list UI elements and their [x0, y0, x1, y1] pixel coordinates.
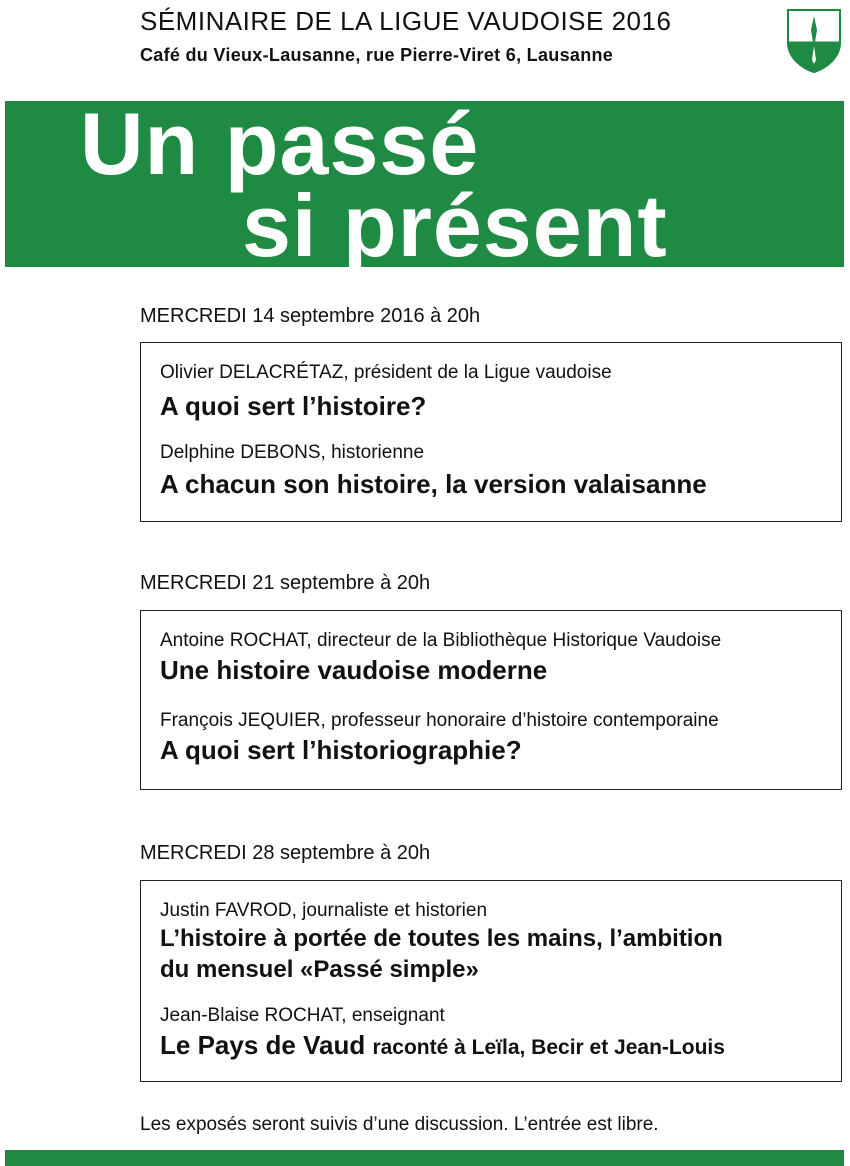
speaker: Delphine DEBONS, historienne: [160, 442, 425, 463]
venue-address: Café du Vieux-Lausanne, rue Pierre-Viret 6, Lausanne: [140, 45, 614, 65]
talk-title-line-2: du mensuel «Passé simple»: [160, 956, 479, 983]
talk-title-main: Le Pays de Vaud: [160, 1030, 366, 1060]
speaker: Olivier DELACRÉTAZ, président de la Ligue vaudoise: [160, 362, 612, 383]
speaker: François JEQUIER, professeur honoraire d’histoire contemporaine: [160, 710, 719, 731]
footer-note: Les exposés seront suivis d’une discussion. L’entrée est libre.: [140, 1114, 659, 1135]
vaud-coat-of-arms-icon: [786, 8, 842, 74]
session-date: MERCREDI 14 septembre 2016 à 20h: [140, 305, 481, 327]
main-title-line-1: Un passé: [80, 94, 480, 193]
seminar-title: SÉMINAIRE DE LA LIGUE VAUDOISE 2016: [140, 6, 672, 36]
footer-bar: [5, 1150, 844, 1166]
session-box: [140, 610, 842, 790]
talk-title-sub: raconté à Leïla, Becir et Jean-Louis: [372, 1036, 725, 1059]
session-date: MERCREDI 28 septembre à 20h: [140, 842, 431, 864]
speaker: Justin FAVROD, journaliste et historien: [160, 900, 488, 921]
speaker: Antoine ROCHAT, directeur de la Bibliothèque Historique Vaudoise: [160, 630, 722, 651]
talk-title: A quoi sert l’histoire?: [160, 391, 427, 421]
talk-title-line-1: L’histoire à portée de toutes les mains, l’ambition: [160, 925, 723, 952]
main-title-line-2: si présent: [242, 176, 668, 275]
talk-title: A quoi sert l’historiographie?: [160, 735, 522, 765]
talk-title: Une histoire vaudoise moderne: [160, 655, 548, 685]
speaker: Jean-Blaise ROCHAT, enseignant: [160, 1005, 445, 1026]
session-box: [140, 342, 842, 522]
talk-title: A chacun son histoire, la version valaisanne: [160, 469, 707, 499]
session-date: MERCREDI 21 septembre à 20h: [140, 572, 431, 594]
talk-title: [160, 1031, 725, 1061]
session-box: [140, 880, 842, 1082]
